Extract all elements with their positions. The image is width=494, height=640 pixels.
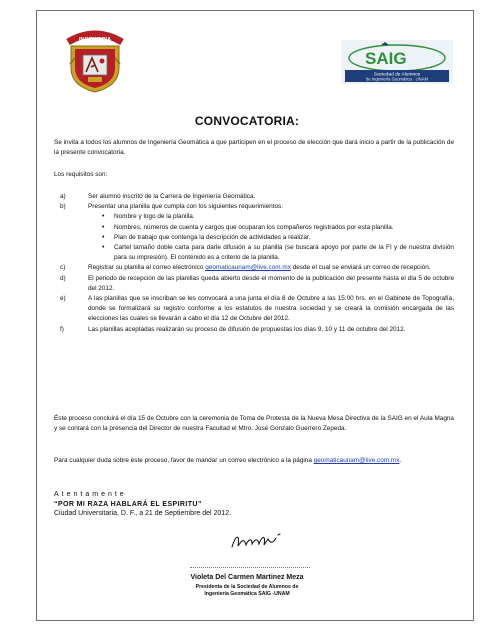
saig-logo-line1: Sociedad de Alumnos [373, 72, 421, 78]
requirement-text: Presentar una planilla que cumpla con los siguientes requerimientos: [88, 203, 284, 211]
requirement-text: Ser alumno inscrito de la Carrera de Ingeniería Geomática. [88, 193, 256, 200]
requirement-f [54, 325, 454, 335]
signatory-role-1: Presidenta de la Sociedad de Alumnos de [195, 584, 299, 590]
requirement-text: A las planillas que se inscriban se les convocará a una junta el día 8 de Octubre a las 15:00 hrs. en el Gabinete de Topografía, donde se formalizará su registro conforme a los estatutos de nuestra sociedad y se creará la comisión encargada de las elecciones las cuales se llevarán a cabo el día 12 de Octubre del 2012. [88, 295, 454, 323]
bullet-icon: • [102, 213, 105, 221]
signature-icon [228, 530, 288, 552]
contact-after: . [399, 457, 402, 464]
requirement-marker: b) [60, 203, 66, 211]
place-date: Ciudad Universitaria, D. F., a 21 de Septiembre del 2012. [54, 510, 232, 518]
requirement-d [54, 274, 454, 294]
requirement-marker: c) [60, 264, 66, 272]
subrequirement-text: Plan de trabajo que contenga la descripción de actividades a realizar. [114, 233, 311, 241]
requirement-b [54, 202, 454, 212]
contact-paragraph [54, 456, 454, 466]
contact-email-link[interactable]: geomaticaunam@live.com.mx [313, 457, 400, 464]
bullet-icon: • [102, 244, 105, 252]
subrequirement-text: Nombre y logo de la planilla. [114, 213, 195, 221]
ingenieria-shield-icon [64, 28, 126, 94]
subrequirement-text: Cartel tamaño doble carta para darle difusión a su planilla (se buscará apoyo por parte de la FI y de nuestra división para su impresión). El contenido es a criterio de la planilla. [114, 244, 454, 262]
requirement-text: desde el cual se enviará un correo de recepción. [290, 264, 431, 272]
subrequirement [54, 223, 454, 233]
requirement-a [54, 192, 454, 202]
bullet-icon: • [102, 223, 105, 231]
subrequirement-text: Nombres, números de cuenta y cargos que ocuparan los compañeros registrados por esta planilla. [114, 223, 394, 231]
saig-logo [341, 40, 453, 84]
requirement-marker: d) [60, 274, 66, 282]
requirements-list [54, 192, 454, 335]
subrequirement [54, 233, 454, 243]
requirement-marker: a) [60, 193, 66, 200]
ingenieria-logo [64, 28, 126, 94]
ingenieria-logo-text: INGENIERIA [78, 37, 112, 43]
motto: “POR MI RAZA HABLARÁ EL ESPIRITU” [54, 500, 202, 508]
email-link[interactable]: geomaticaunam@live.com.mx [205, 264, 291, 272]
requirement-marker: e) [60, 295, 66, 303]
conclusion-paragraph: Éste proceso concluirá el día 15 de Octubre con la ceremonia de Toma de Protesta de la Nueva Mesa Directiva de la SAIG en el Aula Magna y se contará con la presencia del Director de nuestra Facultad el Mtro. José Gonzalo Guerrero Zepeda. [54, 415, 454, 433]
page-title: CONVOCATORIA: [194, 114, 300, 128]
signatory-name: Violeta Del Carmen Martinez Meza [190, 574, 304, 581]
requirement-marker: f) [60, 325, 64, 333]
closing-block [54, 490, 231, 519]
saig-logo-line2: de Ingeniería Geomática · UNAM [366, 76, 428, 82]
subrequirement [54, 243, 454, 263]
requisitos-label: Los requisitos son: [54, 171, 108, 178]
saig-logo-icon [341, 40, 453, 84]
atentamente: Atentamente [54, 491, 127, 498]
signature-line [190, 567, 310, 568]
requirement-text: Las planillas aceptadas realizarán su proceso de difusión de propuestas los días 9, 10 y 11 de octubre del 2012. [88, 325, 406, 333]
intro-paragraph: Se invita a todos los alumnos de Ingeniería Geomática a que participen en el proceso de elección que dará inicio a partir de la publicación de la presente convocatoria. [54, 139, 454, 157]
bullet-icon: • [102, 233, 105, 241]
signatory-role-2: Ingeniería Geomática SAIG -UNAM [204, 591, 290, 597]
contact-text: Para cualquier duda sobre éste proceso, favor de mandar un correo electrónico a la página [54, 457, 314, 464]
requirement-text: El periodo de recepción de las planillas queda abierto desde el momento de la publicación del presente hasta el día 5 de octubre del 2012. [88, 274, 454, 292]
requirement-c [54, 263, 454, 273]
saig-logo-name: SAIG [365, 49, 407, 68]
requirement-text: Registrar su planilla al correo electrónico [88, 264, 206, 272]
requirement-e [54, 294, 454, 325]
subrequirement [54, 212, 454, 222]
